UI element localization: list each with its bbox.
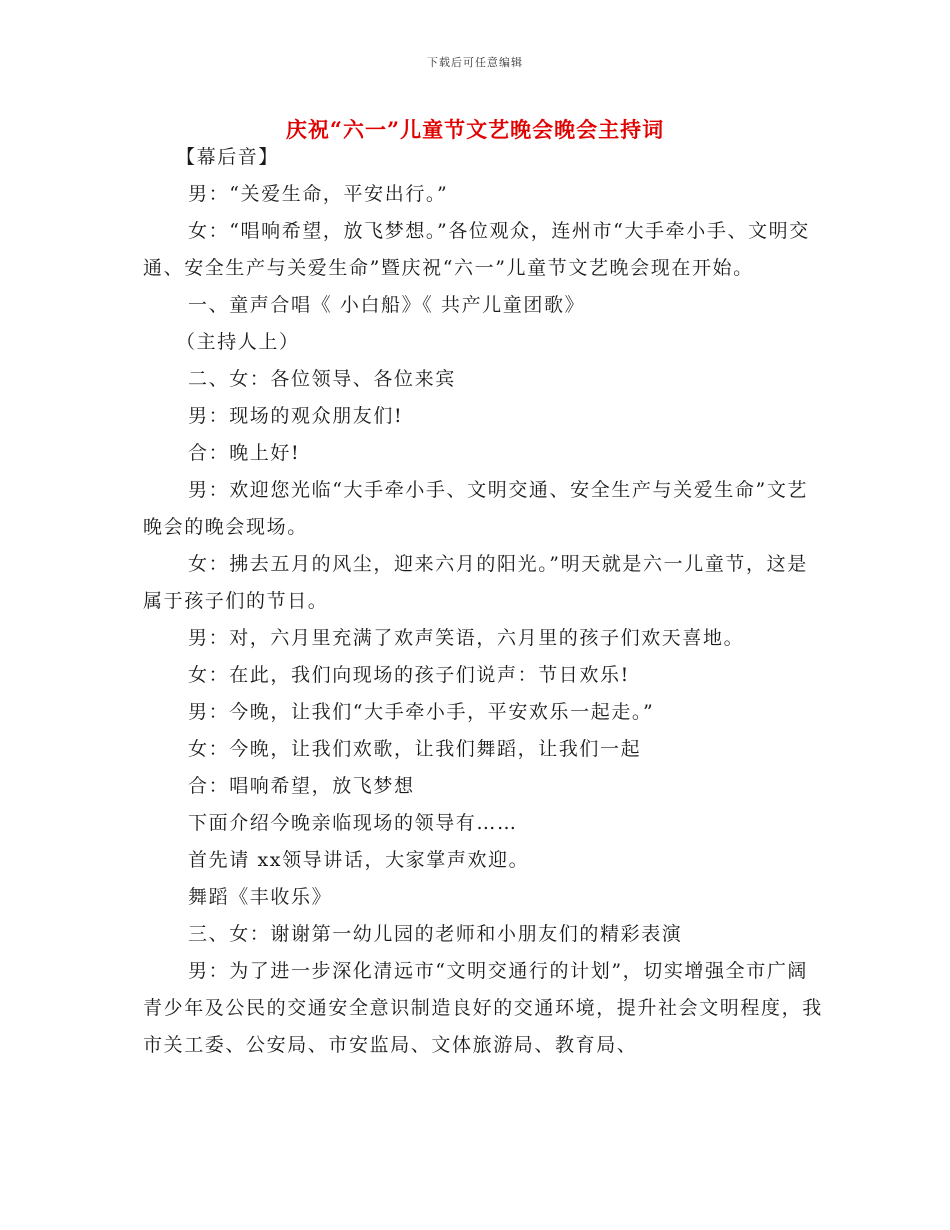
paragraph: 一、童声合唱《 小白船》《 共产儿童团歌》	[188, 294, 586, 316]
paragraph-stage-direction: 【幕后音】	[176, 146, 280, 168]
paragraph: 男：欢迎您光临“大手牵小手、文明交通、安全生产与关爱生命”文艺晚会的晚会现场。	[143, 479, 809, 538]
paragraph: 男：对，六月里充满了欢声笑语，六月里的孩子们欢天喜地。	[188, 627, 745, 649]
paragraph: 女：今晚，让我们欢歌，让我们舞蹈，让我们一起	[188, 738, 642, 760]
paragraph: 女：在此，我们向现场的孩子们说声：节日欢乐!	[188, 664, 630, 686]
paragraph: 三、女：谢谢第一幼儿园的老师和小朋友们的精彩表演	[188, 923, 683, 945]
paragraph: 男：今晚，让我们“大手牵小手，平安欢乐一起走。”	[188, 701, 655, 723]
document-body	[143, 139, 823, 1064]
paragraph: 男：“关爱生命，平安出行。”	[188, 183, 449, 205]
paragraph: 男：现场的观众朋友们!	[188, 405, 404, 427]
paragraph: 下面介绍今晚亲临现场的领导有……	[188, 812, 518, 834]
page-header-note: 下载后可任意编辑	[427, 56, 523, 69]
document-title: 庆祝“六一”儿童节文艺晚会晚会主持词	[285, 117, 665, 142]
paragraph: 女：拂去五月的风尘，迎来六月的阳光。”明天就是六一儿童节，这是属于孩子们的节日。	[143, 553, 808, 612]
paragraph-stage-direction: （主持人上）	[176, 331, 300, 353]
paragraph: 女：“唱响希望，放飞梦想。”各位观众，连州市“大手牵小手、文明交通、安全生产与关爱生命”暨庆祝“六一”儿童节文艺晚会现在开始。	[143, 220, 810, 279]
paragraph: 合：唱响希望，放飞梦想	[188, 775, 415, 797]
paragraph: 首先请 xx领导讲话，大家掌声欢迎。	[188, 849, 530, 871]
paragraph: 二、女：各位领导、各位来宾	[188, 368, 456, 390]
paragraph: 合：晚上好!	[188, 442, 301, 464]
paragraph: 舞蹈《丰收乐》	[188, 886, 333, 908]
paragraph: 男：为了进一步深化清远市“文明交通行的计划”，切实增强全市广阔青少年及公民的交通安全意识制造良好的交通环境，提升社会文明程度，我市关工委、公安局、市安监局、文体旅游局、教育局、	[143, 960, 823, 1056]
